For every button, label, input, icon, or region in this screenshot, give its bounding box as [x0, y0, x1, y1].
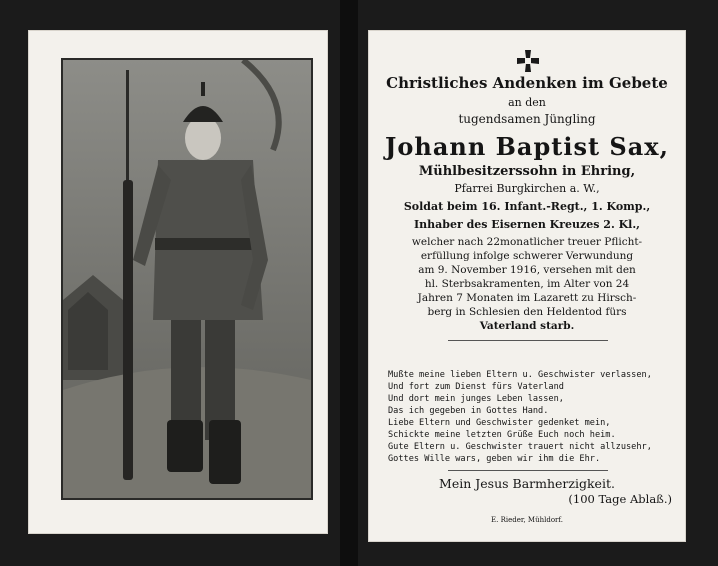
descriptor: tugendsamen Jüngling: [458, 112, 596, 126]
iron-cross-icon: [517, 50, 539, 72]
indulgence: (100 Tage Ablaß.): [568, 492, 672, 506]
verse-line: Und fort zum Dienst fürs Vaterland: [388, 382, 564, 392]
soldier-photo: [61, 58, 313, 500]
heading: Christliches Andenken im Gebete: [386, 74, 668, 92]
deceased-name: Johann Baptist Sax,: [385, 132, 669, 161]
decoration: Inhaber des Eisernen Kreuzes 2. Kl.,: [414, 218, 640, 231]
body-line: welcher nach 22monatlicher treuer Pflicht-: [411, 236, 643, 248]
verse-line: Das ich gegeben in Gottes Hand.: [388, 406, 549, 416]
verse-line: Und dort mein junges Leben lassen,: [388, 394, 564, 404]
body-line: Vaterland starb.: [479, 320, 575, 332]
body-line: am 9. November 1916, versehen mit den: [418, 264, 636, 276]
verse-line: Gottes Wille wars, geben wir ihm die Ehr.: [388, 454, 601, 464]
body-line: hl. Sterbsakramenten, im Alter von 24: [424, 278, 630, 290]
subheading: an den: [508, 96, 546, 109]
occupation: Mühlbesitzerssohn in Ehring,: [418, 164, 636, 179]
verse-line: Gute Eltern u. Geschwister trauert nicht allzusehr,: [388, 442, 652, 452]
verse-line: Mußte meine lieben Eltern u. Geschwister verlassen,: [388, 370, 652, 380]
memorial-text-card: [368, 30, 686, 542]
divider: [448, 470, 608, 471]
body-line: Jahren 7 Monaten im Lazarett zu Hirsch-: [417, 292, 637, 304]
body-line: erfüllung infolge schwerer Verwundung: [420, 250, 634, 262]
prayer: Mein Jesus Barmherzigkeit.: [439, 476, 615, 491]
body-line: berg in Schlesien den Heldentod fürs: [427, 306, 627, 318]
divider: [448, 340, 608, 341]
verse-line: Liebe Eltern und Geschwister gedenket mein,: [388, 418, 611, 428]
portrait-card: [28, 30, 328, 534]
card-fold: [340, 0, 358, 566]
parish: Pfarrei Burgkirchen a. W.,: [454, 182, 600, 195]
regiment: Soldat beim 16. Infant.-Regt., 1. Komp.,: [403, 200, 651, 213]
printer: E. Rieder, Mühldorf.: [491, 516, 563, 524]
verse-line: Schickte meine letzten Grüße Euch noch heim.: [388, 430, 616, 440]
